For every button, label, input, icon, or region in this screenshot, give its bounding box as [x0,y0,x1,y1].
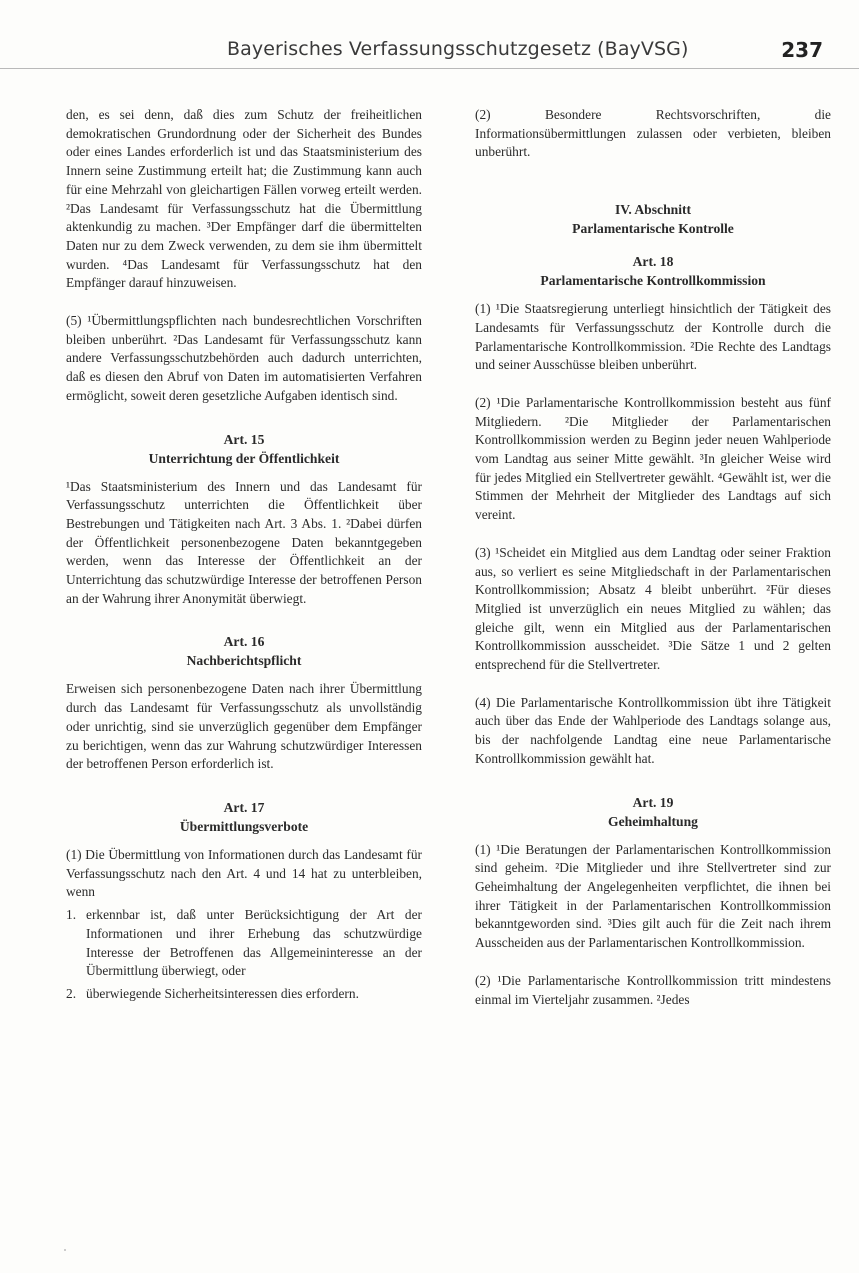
article-number: Art. 17 [223,799,265,815]
article-title: Unterrichtung der Öffentlichkeit [148,450,340,466]
art-18-heading [475,252,831,290]
list-number: 1. [66,907,77,923]
list-item [66,985,422,1004]
art-16-heading [66,632,422,670]
art-17-heading [66,798,422,836]
page-number: 237 [781,38,823,62]
paragraph-continued: den, es sei denn, daß dies zum Schutz der freiheitlichen demokratischen Grundordnung oder der Sicherheit des Bundes oder eines Landes erforderlich ist und das Staatsministerium des Innern seine Zustimmung erteilt hat; die Zustimmung kann auch für eine Mehrzahl von gleichartigen Fällen vorweg erteilt werden. ²Das Landesamt für Verfassungsschutz hat die Übermittlung aktenkundig zu machen. ³Der Empfänger darf die übermittelten Daten nur zu dem Zweck verwenden, zu dem sie ihm übermittelt wurden. ⁴Das Landesamt für Verfassungsschutz hat den Empfänger darauf hinzuweisen. [66,107,422,291]
section-heading [475,200,831,238]
header-rule [0,68,859,69]
running-title: Bayerisches Verfassungsschutzgesetz (BayVSG) [227,38,689,60]
art-18-para-2: (2) ¹Die Parlamentarische Kontrollkommission besteht aus fünf Mitgliedern. ²Die Mitglieder der Parlamentarischen Kontrollkommission werden zu Beginn jeder neuen Wahlperiode vom Landtag aus seiner Mitte gewählt. ³In gleicher Weise wird für jedes Mitglied ein Stellvertreter gewählt. ⁴Gewählt ist, wer die Stimmen der Mehrheit der Mitglieder des Landtags auf sich vereint. [475,394,831,523]
list-text: überwiegende Sicherheitsinteressen dies erfordern. [86,985,359,1001]
list-text: erkennbar ist, daß unter Berücksichtigung der Art der Informationen und ihrer Erhebung das schutzwürdige Interesse der Betroffenen das Allgemeininteresse an der Übermittlung überwiegt, oder [86,907,422,979]
article-number: Art. 18 [632,254,674,270]
list-item [66,906,422,981]
art-18-para-4: (4) Die Parlamentarische Kontrollkommission übt ihre Tätigkeit auch über das Ende der Wahlperiode des Landtags solange aus, bis der nachfolgende Landtag eine neue Parlamentarische Kontrollkommission gewählt hat. [475,694,831,766]
art-16-text: Erweisen sich personenbezogene Daten nach ihrer Übermittlung durch das Landesamt für Verfassungsschutz als unvollständig oder unrichtig, sind sie unverzüglich gegenüber dem Empfänger zu berichtigen, wenn das zur Wahrung schutzwürdiger Interessen der betroffenen Person erforderlich ist. [66,681,422,772]
article-title: Parlamentarische Kontrollkommission [540,273,766,289]
right-column [475,106,831,1009]
paragraph-2: (2) Besondere Rechtsvorschriften, die Informationsübermittlungen zulassen oder verbieten, bleiben unberührt. [475,107,831,160]
art-18-para-3: (3) ¹Scheidet ein Mitglied aus dem Landtag oder seiner Fraktion aus, so verliert es seine Mitgliedschaft in der Parlamentarischen Kontrollkommission; Absatz 4 bleibt unberührt. ²Für dieses Mitglied ist unverzüglich ein neues Mitglied zu wählen; das gleiche gilt, wenn ein Mitglied aus der Parlamentarischen Kontrollkommission ausscheidet. ³Die Sätze 1 und 2 gelten entsprechend für die Stellvertreter. [475,544,831,673]
section-title: Parlamentarische Kontrolle [572,221,734,237]
scan-speck [64,1249,66,1251]
art-15-heading [66,430,422,468]
article-number: Art. 16 [223,634,265,650]
page-header [0,0,859,74]
article-title: Geheimhaltung [608,813,698,829]
art-17-text: (1) Die Übermittlung von Informationen durch das Landesamt für Verfassungsschutz nach den Art. 4 und 14 hat zu unterbleiben, wenn [66,846,422,900]
art-19-para-2: (2) ¹Die Parlamentarische Kontrollkommission tritt mindestens einmal im Vierteljahr zusammen. ²Jedes [475,972,831,1007]
article-number: Art. 19 [632,794,674,810]
art-19-heading [475,793,831,831]
article-number: Art. 15 [223,431,265,447]
art-15-text: ¹Das Staatsministerium des Innern und das Landesamt für Verfassungsschutz unterrichten die Öffentlichkeit über Bestrebungen und Tätigkeiten nach Art. 3 Abs. 1. ²Dabei dürfen der Öffentlichkeit personenbezogene Daten bekanntgegeben werden, wenn das Interesse der Öffentlichkeit an der Unterrichtung das schutzwürdige Interesse der betroffenen Person an der Wahrung ihrer Anonymität überwiegt. [66,478,422,606]
article-title: Nachberichtspflicht [186,653,302,669]
left-column [66,106,422,1004]
list-number: 2. [66,985,77,1001]
section-label: IV. Abschnitt [614,202,692,218]
article-title: Übermittlungsverbote [179,818,309,834]
paragraph-5: (5) ¹Übermittlungspflichten nach bundesrechtlichen Vorschriften bleiben unberührt. ²Das Landesamt für Verfassungsschutz kann andere Verfassungsschutzbehörden auch dadurch unterrichten, daß es diesen den Abruf von Daten im automatisierten Verfahren ermöglicht, soweit deren gesetzliche Aufgaben identisch sind. [66,313,422,403]
art-18-para-1: (1) ¹Die Staatsregierung unterliegt hinsichtlich der Tätigkeit des Landesamts für Verfassungsschutz der Kontrolle durch die Parlamentarische Kontrollkommission. ²Die Rechte des Landtags und seiner Ausschüsse bleiben unberührt. [475,301,831,373]
art-19-para-1: (1) ¹Die Beratungen der Parlamentarischen Kontrollkommission sind geheim. ²Die Mitglieder und ihre Stellvertreter sind zur Geheimhaltung der Angelegenheiten verpflichtet, die ihnen bei ihrer Tätigkeit in der Parlamentarischen Kontrollkommission bekanntgeworden sind. ³Dies gilt auch für die Zeit nach ihrem Ausscheiden aus der Parlamentarischen Kontrollkommission. [475,841,831,951]
